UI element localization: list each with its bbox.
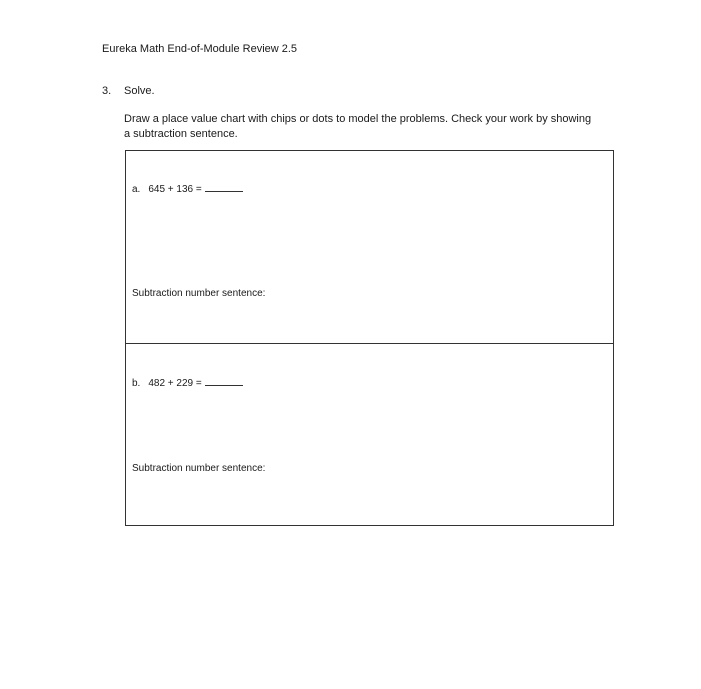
equation-text-a: 645 + 136 = [148, 184, 202, 195]
part-label-a: a. [132, 184, 141, 195]
problem-instructions: Draw a place value chart with chips or dots to model the problems. Check your work by showing a subtraction sentence. [124, 113, 592, 140]
part-label-b: b. [132, 378, 141, 389]
equation-b [132, 375, 243, 390]
equation-a [132, 181, 243, 196]
document-header: Eureka Math End-of-Module Review 2.5 [102, 43, 298, 55]
subtraction-sentence-label-a: Subtraction number sentence: [132, 288, 266, 299]
subtraction-sentence-label-b: Subtraction number sentence: [132, 463, 266, 474]
problem-number: 3. [102, 85, 112, 97]
answer-blank-a[interactable] [205, 181, 243, 192]
work-table [125, 150, 614, 526]
answer-blank-b[interactable] [205, 375, 243, 386]
equation-text-b: 482 + 229 = [148, 378, 202, 389]
work-cell-a[interactable] [126, 151, 613, 344]
problem-title: Solve. [124, 85, 155, 97]
work-cell-b[interactable] [126, 344, 613, 526]
